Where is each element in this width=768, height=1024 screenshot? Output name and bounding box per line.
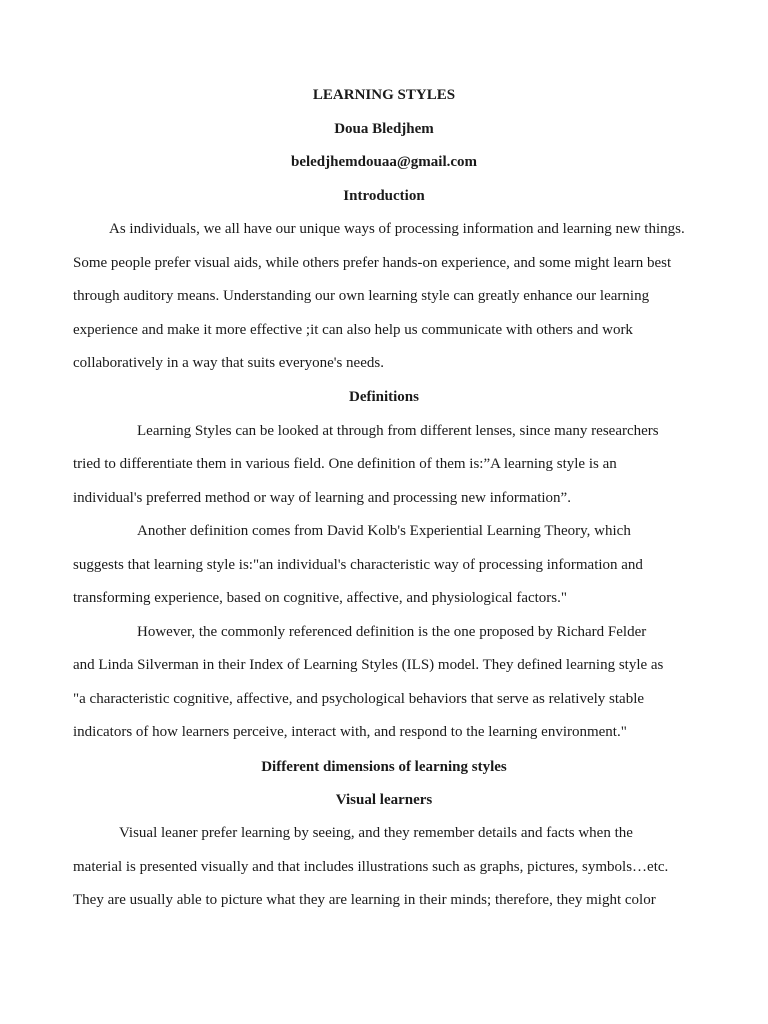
definitions-line-5: suggests that learning style is:"an individual's characteristic way of processing information and: [73, 557, 643, 573]
intro-line-2: Some people prefer visual aids, while others prefer hands-on experience, and some might learn best: [73, 255, 672, 271]
author-email: beledjhemdouaa@gmail.com: [290, 154, 478, 170]
visual-line-2: material is presented visually and that includes illustrations such as graphs, pictures, symbols…etc.: [73, 859, 669, 875]
definitions-line-3: individual's preferred method or way of learning and processing new information”.: [73, 490, 571, 506]
intro-line-4: experience and make it more effective ;it can also help us communicate with others and work: [73, 322, 633, 338]
definitions-line-1: Learning Styles can be looked at through from different lenses, since many researchers: [137, 423, 659, 439]
heading-definitions: Definitions: [348, 389, 419, 405]
heading-visual-learners: Visual learners: [335, 792, 433, 808]
visual-line-3: They are usually able to picture what they are learning in their minds; therefore, they might color: [73, 892, 656, 908]
heading-introduction: Introduction: [343, 188, 425, 204]
definitions-line-4: Another definition comes from David Kolb's Experiential Learning Theory, which: [137, 523, 631, 539]
definitions-line-6: transforming experience, based on cognitive, affective, and physiological factors.": [73, 590, 568, 606]
definitions-line-10: indicators of how learners perceive, interact with, and respond to the learning environment.": [73, 724, 627, 740]
document-title: LEARNING STYLES: [312, 87, 456, 103]
intro-line-3: through auditory means. Understanding our own learning style can greatly enhance our learning: [73, 288, 650, 304]
definitions-line-2: tried to differentiate them in various field. One definition of them is:”A learning style is an: [73, 456, 617, 472]
intro-line-5: collaboratively in a way that suits everyone's needs.: [73, 355, 384, 371]
definitions-line-9: "a characteristic cognitive, affective, and psychological behaviors that serve as relatively stable: [73, 691, 645, 707]
definitions-line-8: and Linda Silverman in their Index of Learning Styles (ILS) model. They defined learning style as: [73, 657, 664, 673]
author-name: Doua Bledjhem: [334, 121, 434, 137]
visual-line-1: Visual leaner prefer learning by seeing, and they remember details and facts when the: [119, 825, 633, 841]
definitions-line-7: However, the commonly referenced definition is the one proposed by Richard Felder: [137, 624, 647, 640]
intro-line-1: As individuals, we all have our unique ways of processing information and learning new things.: [109, 221, 685, 237]
heading-dimensions: Different dimensions of learning styles: [261, 759, 507, 775]
